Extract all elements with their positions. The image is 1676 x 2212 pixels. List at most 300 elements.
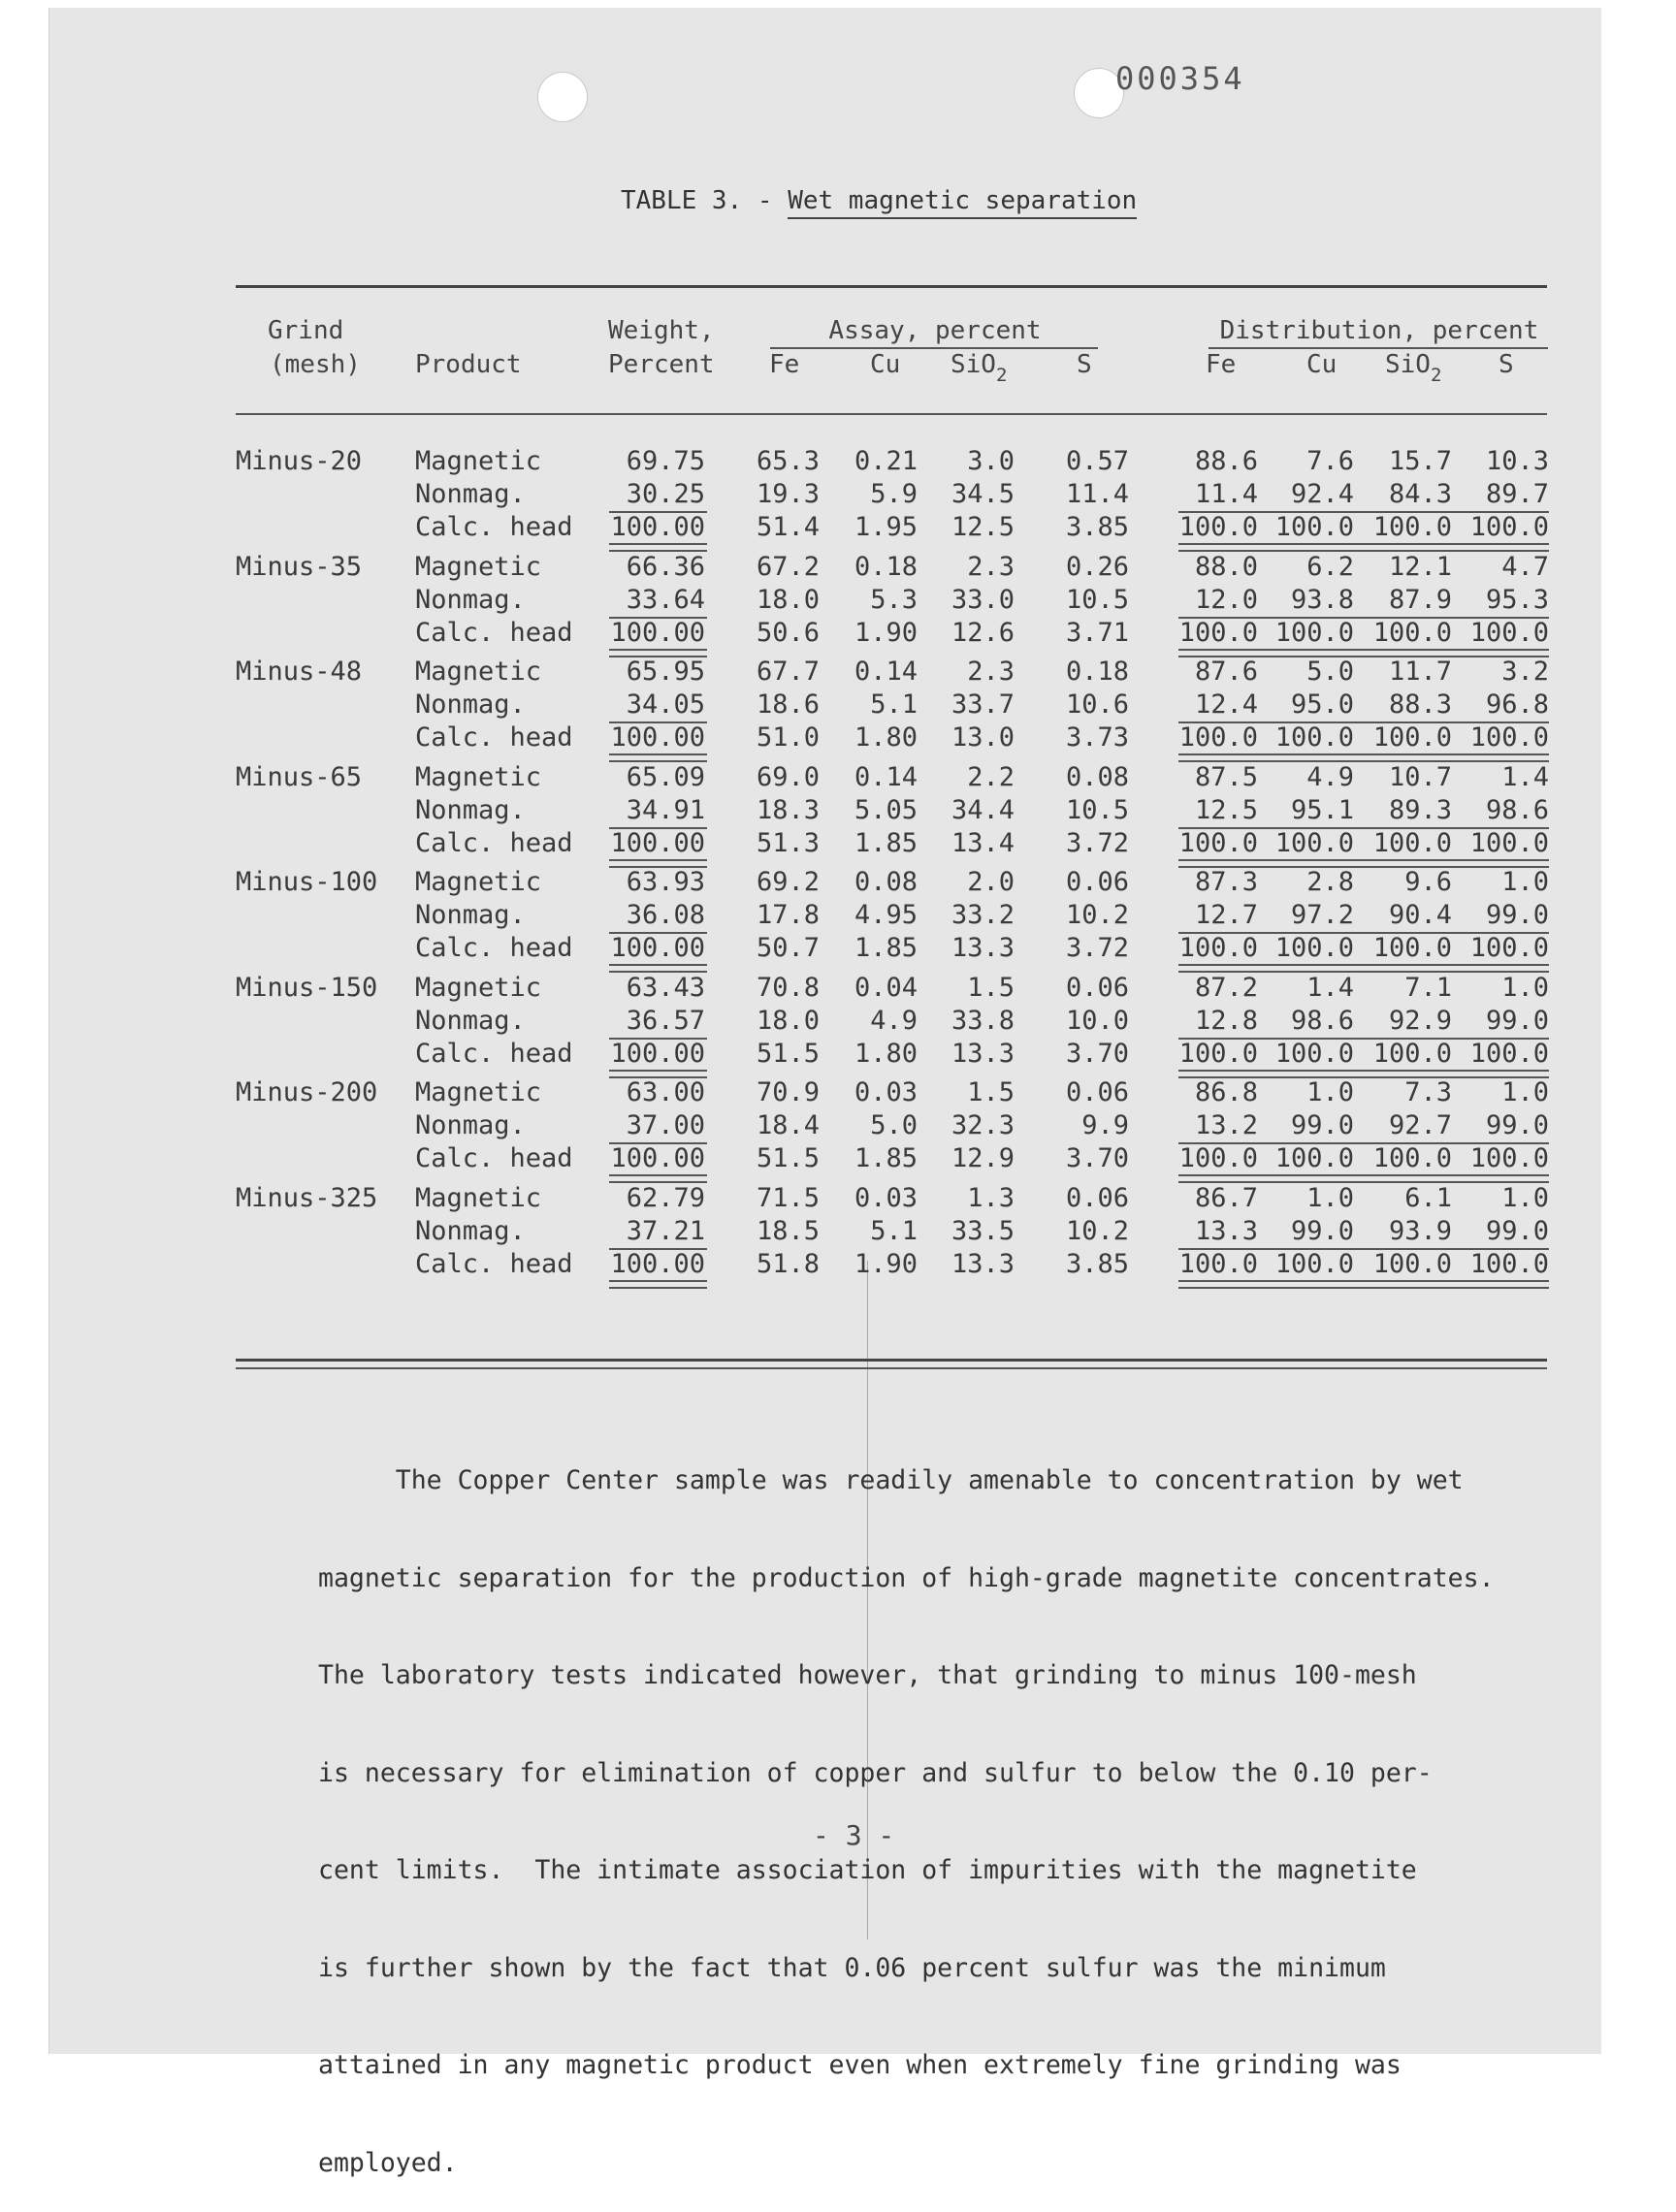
assay-cell: 50.6 bbox=[756, 617, 820, 648]
weight-cell: 33.64 bbox=[626, 584, 705, 615]
assay-cell: 5.3 bbox=[870, 584, 918, 615]
distribution-cell: 99.0 bbox=[1485, 900, 1549, 930]
assay-cell: 5.05 bbox=[854, 794, 918, 825]
page-number: - 3 - bbox=[813, 1819, 895, 1851]
distribution-cell: 12.5 bbox=[1194, 794, 1258, 825]
header-dist-sio2 bbox=[1385, 350, 1442, 386]
assay-cell: 2.0 bbox=[967, 867, 1015, 897]
distribution-cell: 86.8 bbox=[1194, 1077, 1258, 1107]
assay-cell: 11.4 bbox=[1065, 479, 1129, 509]
distribution-cell: 12.7 bbox=[1194, 900, 1258, 930]
distribution-cell: 92.7 bbox=[1388, 1110, 1452, 1140]
assay-cell: 1.80 bbox=[854, 722, 918, 753]
weight-sum-line bbox=[609, 932, 707, 934]
distribution-cell: 100.0 bbox=[1274, 617, 1354, 648]
distribution-cell: 100.0 bbox=[1372, 722, 1452, 753]
assay-cell: 3.72 bbox=[1065, 827, 1129, 858]
assay-cell: 9.9 bbox=[1081, 1110, 1129, 1140]
assay-cell: 1.5 bbox=[967, 1077, 1015, 1107]
distribution-cell: 100.0 bbox=[1274, 933, 1354, 963]
header-assay-sio2-text: SiO bbox=[951, 350, 996, 379]
assay-cell: 71.5 bbox=[756, 1182, 820, 1213]
assay-cell: 0.26 bbox=[1065, 551, 1129, 582]
grind-label: Minus-150 bbox=[236, 972, 378, 1003]
distribution-cell: 96.8 bbox=[1485, 689, 1549, 720]
distribution-cell: 87.5 bbox=[1194, 761, 1258, 792]
distribution-cell: 87.9 bbox=[1388, 584, 1452, 615]
grind-label: Minus-35 bbox=[236, 551, 363, 582]
assay-cell: 10.5 bbox=[1065, 584, 1129, 615]
punch-hole-left bbox=[537, 72, 588, 122]
header-assay-group: Assay, percent bbox=[828, 316, 1042, 345]
product-label: Calc. head bbox=[415, 722, 573, 753]
assay-cell: 3.70 bbox=[1065, 1143, 1129, 1173]
assay-cell: 1.85 bbox=[854, 1143, 918, 1173]
distribution-cell: 93.9 bbox=[1388, 1215, 1452, 1246]
assay-cell: 18.5 bbox=[756, 1215, 820, 1246]
paragraph-line: The laboratory tests indicated however, that grinding to minus 100-mesh bbox=[318, 1660, 1417, 1690]
assay-cell: 12.5 bbox=[951, 512, 1015, 542]
distribution-cell: 100.0 bbox=[1469, 827, 1549, 858]
distribution-cell: 2.8 bbox=[1306, 867, 1354, 897]
weight-sum-line bbox=[609, 617, 707, 619]
header-dist-sio2-text: SiO bbox=[1385, 350, 1431, 379]
header-assay-s: S bbox=[1077, 350, 1092, 379]
distribution-cell: 100.0 bbox=[1372, 1143, 1452, 1173]
product-label: Nonmag. bbox=[415, 1005, 526, 1036]
product-label: Calc. head bbox=[415, 1248, 573, 1279]
distribution-cell: 100.0 bbox=[1469, 1248, 1549, 1279]
distribution-cell: 99.0 bbox=[1485, 1110, 1549, 1140]
distribution-cell: 3.2 bbox=[1501, 657, 1549, 687]
distribution-cell: 4.7 bbox=[1501, 551, 1549, 582]
product-label: Calc. head bbox=[415, 1038, 573, 1069]
distribution-cell: 100.0 bbox=[1178, 1038, 1258, 1069]
assay-cell: 1.95 bbox=[854, 512, 918, 542]
header-percent: Percent bbox=[608, 350, 715, 379]
weight-cell: 36.08 bbox=[626, 900, 705, 930]
assay-cell: 69.2 bbox=[756, 867, 820, 897]
assay-cell: 0.06 bbox=[1065, 972, 1129, 1003]
table-title-text: Wet magnetic separation bbox=[788, 186, 1137, 219]
distribution-cell: 100.0 bbox=[1178, 1248, 1258, 1279]
distribution-cell: 92.9 bbox=[1388, 1005, 1452, 1036]
assay-cell: 3.85 bbox=[1065, 1248, 1129, 1279]
distribution-cell: 92.4 bbox=[1290, 479, 1354, 509]
assay-cell: 3.0 bbox=[967, 446, 1015, 476]
distribution-cell: 95.3 bbox=[1485, 584, 1549, 615]
assay-cell: 2.3 bbox=[967, 657, 1015, 687]
product-label: Magnetic bbox=[415, 1182, 542, 1213]
weight-cell: 37.00 bbox=[626, 1110, 705, 1140]
header-grind: Grind bbox=[268, 316, 344, 345]
paragraph-line: attained in any magnetic product even when extremely fine grinding was bbox=[318, 2050, 1402, 2080]
body-paragraph bbox=[318, 1399, 1560, 2212]
distribution-sum-line bbox=[1178, 932, 1549, 934]
assay-cell: 51.5 bbox=[756, 1143, 820, 1173]
distribution-cell: 100.0 bbox=[1372, 827, 1452, 858]
weight-cell: 63.43 bbox=[626, 972, 705, 1003]
assay-cell: 1.90 bbox=[854, 1248, 918, 1279]
distribution-cell: 100.0 bbox=[1469, 512, 1549, 542]
assay-cell: 51.8 bbox=[756, 1248, 820, 1279]
assay-cell: 0.03 bbox=[854, 1182, 918, 1213]
distribution-cell: 98.6 bbox=[1485, 794, 1549, 825]
assay-cell: 17.8 bbox=[756, 900, 820, 930]
assay-cell: 5.0 bbox=[870, 1110, 918, 1140]
assay-cell: 51.5 bbox=[756, 1038, 820, 1069]
weight-cell: 100.00 bbox=[610, 1038, 705, 1069]
weight-cell: 62.79 bbox=[626, 1182, 705, 1213]
assay-cell: 3.70 bbox=[1065, 1038, 1129, 1069]
assay-cell: 18.3 bbox=[756, 794, 820, 825]
paragraph-line: magnetic separation for the production of high-grade magnetite concentrates. bbox=[318, 1562, 1495, 1593]
assay-cell: 13.4 bbox=[951, 827, 1015, 858]
distribution-cell: 100.0 bbox=[1178, 617, 1258, 648]
distribution-sum-line bbox=[1178, 827, 1549, 829]
assay-cell: 0.57 bbox=[1065, 446, 1129, 476]
product-label: Nonmag. bbox=[415, 479, 526, 509]
assay-cell: 12.6 bbox=[951, 617, 1015, 648]
distribution-cell: 100.0 bbox=[1469, 1038, 1549, 1069]
assay-cell: 33.0 bbox=[951, 584, 1015, 615]
product-label: Nonmag. bbox=[415, 1110, 526, 1140]
weight-cell: 63.00 bbox=[626, 1077, 705, 1107]
distribution-cell: 100.0 bbox=[1274, 722, 1354, 753]
assay-cell: 33.2 bbox=[951, 900, 1015, 930]
assay-cell: 10.0 bbox=[1065, 1005, 1129, 1036]
paragraph-line: The Copper Center sample was readily amenable to concentration by wet bbox=[318, 1465, 1464, 1495]
weight-sum-line bbox=[609, 1142, 707, 1144]
product-label: Nonmag. bbox=[415, 584, 526, 615]
weight-cell: 36.57 bbox=[626, 1005, 705, 1036]
distribution-cell: 95.0 bbox=[1290, 689, 1354, 720]
assay-cell: 2.3 bbox=[967, 551, 1015, 582]
assay-cell: 10.5 bbox=[1065, 794, 1129, 825]
product-label: Magnetic bbox=[415, 1077, 542, 1107]
distribution-cell: 100.0 bbox=[1178, 827, 1258, 858]
distribution-cell: 100.0 bbox=[1274, 827, 1354, 858]
header-product: Product bbox=[415, 350, 522, 379]
weight-cell: 66.36 bbox=[626, 551, 705, 582]
paragraph-line: cent limits. The intimate association of impurities with the magnetite bbox=[318, 1855, 1417, 1885]
weight-cell: 30.25 bbox=[626, 479, 705, 509]
table-bottom-rule-1 bbox=[236, 1359, 1547, 1362]
assay-cell: 0.06 bbox=[1065, 867, 1129, 897]
distribution-cell: 6.2 bbox=[1306, 551, 1354, 582]
header-dist-s: S bbox=[1499, 350, 1514, 379]
distribution-cell: 100.0 bbox=[1178, 512, 1258, 542]
distribution-cell: 100.0 bbox=[1469, 1143, 1549, 1173]
distribution-cell: 100.0 bbox=[1372, 1038, 1452, 1069]
distribution-cell: 100.0 bbox=[1178, 933, 1258, 963]
header-assay-sio2-subscript: 2 bbox=[995, 365, 1008, 386]
assay-cell: 1.3 bbox=[967, 1182, 1015, 1213]
distribution-cell: 11.7 bbox=[1388, 657, 1452, 687]
assay-cell: 50.7 bbox=[756, 933, 820, 963]
weight-sum-line bbox=[609, 511, 707, 513]
distribution-cell: 88.0 bbox=[1194, 551, 1258, 582]
assay-cell: 10.2 bbox=[1065, 1215, 1129, 1246]
distribution-cell: 86.7 bbox=[1194, 1182, 1258, 1213]
grind-label: Minus-48 bbox=[236, 657, 363, 687]
product-label: Magnetic bbox=[415, 446, 542, 476]
distribution-cell: 100.0 bbox=[1178, 722, 1258, 753]
distribution-cell: 1.0 bbox=[1501, 867, 1549, 897]
distribution-cell: 100.0 bbox=[1469, 722, 1549, 753]
assay-cell: 3.85 bbox=[1065, 512, 1129, 542]
distribution-sum-line bbox=[1178, 1038, 1549, 1040]
distribution-cell: 87.2 bbox=[1194, 972, 1258, 1003]
product-label: Nonmag. bbox=[415, 794, 526, 825]
assay-cell: 1.90 bbox=[854, 617, 918, 648]
product-label: Calc. head bbox=[415, 827, 573, 858]
distribution-cell: 10.7 bbox=[1388, 761, 1452, 792]
assay-cell: 4.95 bbox=[854, 900, 918, 930]
distribution-cell: 13.2 bbox=[1194, 1110, 1258, 1140]
distribution-cell: 7.3 bbox=[1404, 1077, 1452, 1107]
assay-cell: 32.3 bbox=[951, 1110, 1015, 1140]
weight-cell: 63.93 bbox=[626, 867, 705, 897]
product-label: Magnetic bbox=[415, 761, 542, 792]
product-label: Calc. head bbox=[415, 617, 573, 648]
assay-cell: 34.4 bbox=[951, 794, 1015, 825]
header-rule bbox=[236, 413, 1547, 415]
distribution-cell: 100.0 bbox=[1372, 1248, 1452, 1279]
weight-sum-line bbox=[609, 1248, 707, 1250]
assay-cell: 0.08 bbox=[854, 867, 918, 897]
distribution-cell: 6.1 bbox=[1404, 1182, 1452, 1213]
distribution-cell: 10.3 bbox=[1485, 446, 1549, 476]
distribution-cell: 12.4 bbox=[1194, 689, 1258, 720]
header-mesh: (mesh) bbox=[270, 350, 361, 379]
weight-cell: 100.00 bbox=[610, 512, 705, 542]
distribution-cell: 88.6 bbox=[1194, 446, 1258, 476]
product-label: Calc. head bbox=[415, 1143, 573, 1173]
distribution-cell: 87.3 bbox=[1194, 867, 1258, 897]
distribution-cell: 1.0 bbox=[1501, 1182, 1549, 1213]
distribution-cell: 12.0 bbox=[1194, 584, 1258, 615]
assay-cell: 2.2 bbox=[967, 761, 1015, 792]
assay-cell: 70.8 bbox=[756, 972, 820, 1003]
distribution-cell: 89.3 bbox=[1388, 794, 1452, 825]
distribution-cell: 89.7 bbox=[1485, 479, 1549, 509]
assay-cell: 13.3 bbox=[951, 1038, 1015, 1069]
assay-cell: 5.1 bbox=[870, 1215, 918, 1246]
distribution-cell: 1.4 bbox=[1306, 972, 1354, 1003]
distribution-cell: 1.4 bbox=[1501, 761, 1549, 792]
weight-sum-line bbox=[609, 1038, 707, 1040]
assay-cell: 1.80 bbox=[854, 1038, 918, 1069]
distribution-cell: 97.2 bbox=[1290, 900, 1354, 930]
assay-cell: 10.2 bbox=[1065, 900, 1129, 930]
document-number: 000354 bbox=[1115, 60, 1245, 97]
weight-cell: 100.00 bbox=[610, 722, 705, 753]
assay-cell: 0.18 bbox=[1065, 657, 1129, 687]
grind-label: Minus-325 bbox=[236, 1182, 378, 1213]
grind-label: Minus-100 bbox=[236, 867, 378, 897]
assay-cell: 4.9 bbox=[870, 1005, 918, 1036]
weight-cell: 34.91 bbox=[626, 794, 705, 825]
distribution-cell: 100.0 bbox=[1274, 1143, 1354, 1173]
distribution-cell: 99.0 bbox=[1485, 1215, 1549, 1246]
product-label: Calc. head bbox=[415, 933, 573, 963]
distribution-cell: 1.0 bbox=[1501, 972, 1549, 1003]
assay-cell: 33.7 bbox=[951, 689, 1015, 720]
assay-cell: 3.72 bbox=[1065, 933, 1129, 963]
assay-cell: 69.0 bbox=[756, 761, 820, 792]
distribution-cell: 4.9 bbox=[1306, 761, 1354, 792]
assay-cell: 0.03 bbox=[854, 1077, 918, 1107]
assay-cell: 18.0 bbox=[756, 1005, 820, 1036]
header-assay-cu: Cu bbox=[870, 350, 901, 379]
header-dist-sio2-subscript: 2 bbox=[1430, 365, 1442, 386]
table-top-rule bbox=[236, 285, 1547, 288]
header-assay-sio2 bbox=[951, 350, 1008, 386]
table-bottom-rule-2 bbox=[236, 1367, 1547, 1369]
assay-cell: 12.9 bbox=[951, 1143, 1015, 1173]
product-label: Magnetic bbox=[415, 551, 542, 582]
assay-cell: 0.18 bbox=[854, 551, 918, 582]
weight-cell: 69.75 bbox=[626, 446, 705, 476]
assay-cell: 51.3 bbox=[756, 827, 820, 858]
assay-cell: 18.4 bbox=[756, 1110, 820, 1140]
distribution-cell: 5.0 bbox=[1306, 657, 1354, 687]
distribution-cell: 100.0 bbox=[1469, 933, 1549, 963]
assay-cell: 67.7 bbox=[756, 657, 820, 687]
product-label: Magnetic bbox=[415, 972, 542, 1003]
distribution-cell: 99.0 bbox=[1290, 1215, 1354, 1246]
header-assay-fe: Fe bbox=[769, 350, 800, 379]
product-label: Magnetic bbox=[415, 867, 542, 897]
weight-cell: 100.00 bbox=[610, 1248, 705, 1279]
assay-cell: 70.9 bbox=[756, 1077, 820, 1107]
product-label: Nonmag. bbox=[415, 1215, 526, 1246]
distribution-sum-line bbox=[1178, 1142, 1549, 1144]
grind-label: Minus-200 bbox=[236, 1077, 378, 1107]
assay-cell: 65.3 bbox=[756, 446, 820, 476]
distribution-cell: 12.8 bbox=[1194, 1005, 1258, 1036]
distribution-sum-line bbox=[1178, 1248, 1549, 1250]
distribution-cell: 7.1 bbox=[1404, 972, 1452, 1003]
distribution-cell: 88.3 bbox=[1388, 689, 1452, 720]
distribution-cell: 100.0 bbox=[1178, 1143, 1258, 1173]
assay-cell: 0.21 bbox=[854, 446, 918, 476]
weight-cell: 100.00 bbox=[610, 1143, 705, 1173]
weight-cell: 65.09 bbox=[626, 761, 705, 792]
assay-cell: 0.14 bbox=[854, 761, 918, 792]
assay-cell: 51.4 bbox=[756, 512, 820, 542]
table-title bbox=[621, 186, 1137, 215]
assay-cell: 19.3 bbox=[756, 479, 820, 509]
assay-cell: 3.73 bbox=[1065, 722, 1129, 753]
distribution-group-underline bbox=[1209, 347, 1548, 349]
assay-cell: 0.04 bbox=[854, 972, 918, 1003]
paragraph-line: employed. bbox=[318, 2147, 458, 2178]
assay-cell: 13.3 bbox=[951, 933, 1015, 963]
header-dist-cu: Cu bbox=[1306, 350, 1338, 379]
distribution-cell: 13.3 bbox=[1194, 1215, 1258, 1246]
distribution-cell: 99.0 bbox=[1290, 1110, 1354, 1140]
distribution-cell: 100.0 bbox=[1372, 512, 1452, 542]
header-dist-fe: Fe bbox=[1206, 350, 1237, 379]
assay-cell: 3.71 bbox=[1065, 617, 1129, 648]
assay-cell: 33.5 bbox=[951, 1215, 1015, 1246]
assay-cell: 13.3 bbox=[951, 1248, 1015, 1279]
table-title-prefix: TABLE 3. - bbox=[621, 186, 789, 215]
paragraph-line: is necessary for elimination of copper and sulfur to below the 0.10 per- bbox=[318, 1757, 1433, 1788]
assay-cell: 1.5 bbox=[967, 972, 1015, 1003]
distribution-cell: 100.0 bbox=[1469, 617, 1549, 648]
assay-cell: 0.14 bbox=[854, 657, 918, 687]
assay-cell: 1.85 bbox=[854, 827, 918, 858]
distribution-sum-line bbox=[1178, 721, 1549, 723]
distribution-sum-line bbox=[1178, 511, 1549, 513]
product-label: Nonmag. bbox=[415, 689, 526, 720]
distribution-cell: 11.4 bbox=[1194, 479, 1258, 509]
weight-sum-line bbox=[609, 827, 707, 829]
assay-cell: 5.9 bbox=[870, 479, 918, 509]
assay-cell: 13.0 bbox=[951, 722, 1015, 753]
distribution-cell: 9.6 bbox=[1404, 867, 1452, 897]
assay-cell: 34.5 bbox=[951, 479, 1015, 509]
distribution-cell: 84.3 bbox=[1388, 479, 1452, 509]
distribution-cell: 100.0 bbox=[1274, 1248, 1354, 1279]
distribution-cell: 1.0 bbox=[1306, 1077, 1354, 1107]
grind-label: Minus-20 bbox=[236, 446, 363, 476]
header-distribution-group: Distribution, percent bbox=[1219, 316, 1539, 345]
product-label: Nonmag. bbox=[415, 900, 526, 930]
distribution-cell: 100.0 bbox=[1372, 617, 1452, 648]
distribution-cell: 1.0 bbox=[1306, 1182, 1354, 1213]
assay-cell: 10.6 bbox=[1065, 689, 1129, 720]
weight-cell: 100.00 bbox=[610, 617, 705, 648]
grind-label: Minus-65 bbox=[236, 761, 363, 792]
distribution-cell: 100.0 bbox=[1274, 1038, 1354, 1069]
assay-cell: 0.06 bbox=[1065, 1077, 1129, 1107]
weight-total-double-line bbox=[609, 1280, 707, 1289]
distribution-cell: 98.6 bbox=[1290, 1005, 1354, 1036]
distribution-cell: 15.7 bbox=[1388, 446, 1452, 476]
assay-group-underline bbox=[770, 347, 1098, 349]
assay-cell: 1.85 bbox=[854, 933, 918, 963]
distribution-cell: 1.0 bbox=[1501, 1077, 1549, 1107]
assay-cell: 67.2 bbox=[756, 551, 820, 582]
assay-cell: 0.06 bbox=[1065, 1182, 1129, 1213]
distribution-cell: 7.6 bbox=[1306, 446, 1354, 476]
distribution-cell: 95.1 bbox=[1290, 794, 1354, 825]
weight-cell: 37.21 bbox=[626, 1215, 705, 1246]
distribution-cell: 100.0 bbox=[1372, 933, 1452, 963]
weight-cell: 65.95 bbox=[626, 657, 705, 687]
product-label: Calc. head bbox=[415, 512, 573, 542]
distribution-sum-line bbox=[1178, 617, 1549, 619]
weight-sum-line bbox=[609, 721, 707, 723]
product-label: Magnetic bbox=[415, 657, 542, 687]
assay-cell: 18.6 bbox=[756, 689, 820, 720]
assay-cell: 5.1 bbox=[870, 689, 918, 720]
distribution-total-double-line bbox=[1178, 1280, 1549, 1289]
weight-cell: 100.00 bbox=[610, 827, 705, 858]
assay-cell: 33.8 bbox=[951, 1005, 1015, 1036]
header-weight: Weight, bbox=[608, 316, 715, 345]
weight-cell: 100.00 bbox=[610, 933, 705, 963]
distribution-cell: 100.0 bbox=[1274, 512, 1354, 542]
distribution-cell: 87.6 bbox=[1194, 657, 1258, 687]
assay-cell: 51.0 bbox=[756, 722, 820, 753]
distribution-cell: 99.0 bbox=[1485, 1005, 1549, 1036]
distribution-cell: 90.4 bbox=[1388, 900, 1452, 930]
